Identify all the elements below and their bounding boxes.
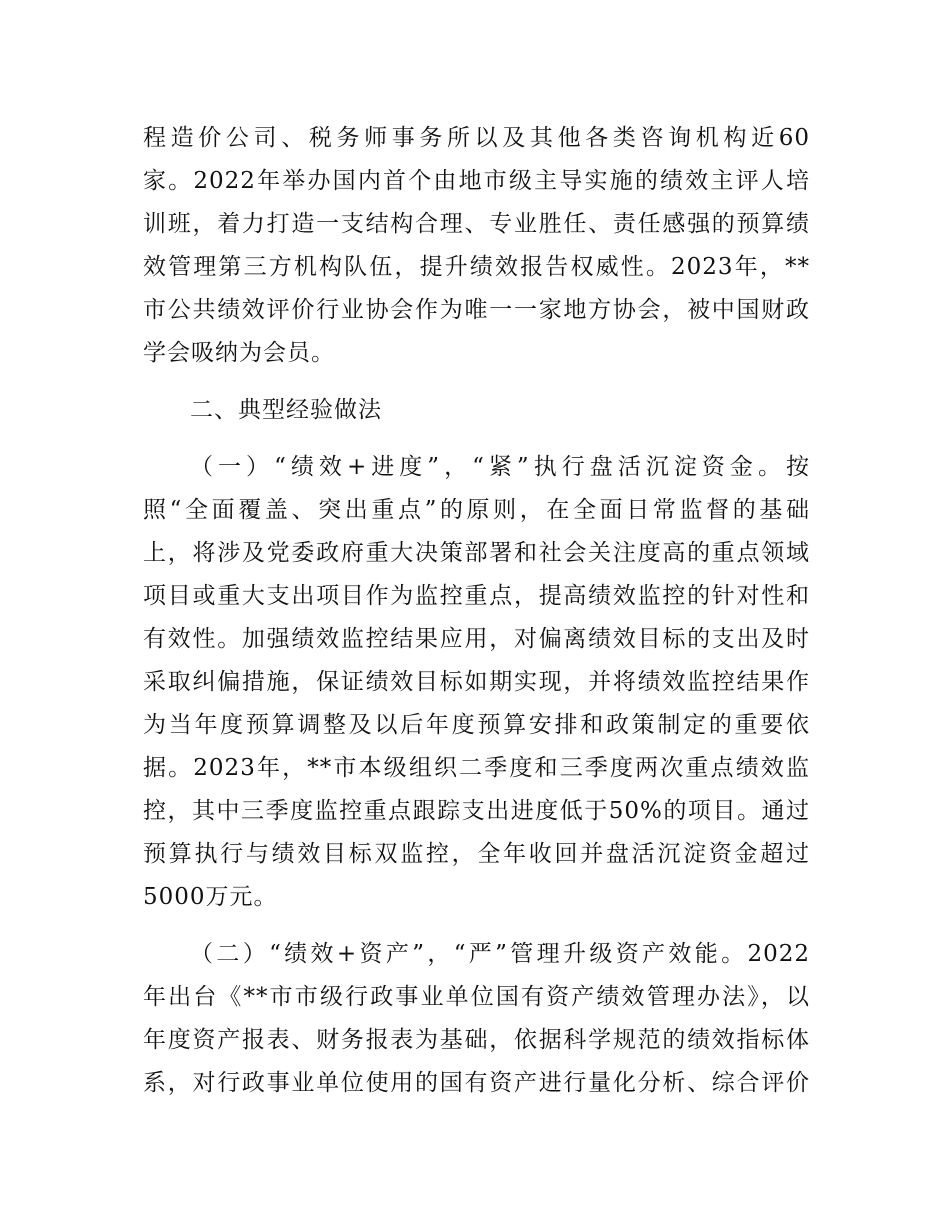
text-line: 学会吸纳为会员。 — [143, 340, 335, 366]
paragraph-heading: （一）“绩效+进度”，“紧”执行盘活沉淀资金。按 — [190, 454, 810, 480]
text-line: 效管理第三方机构队伍，提升绩效报告权威性。2023年，** — [143, 254, 810, 280]
text-line: 上，将涉及党委政府重大决策部署和社会关注度高的重点领域 — [143, 540, 810, 566]
text-line: 据。2023年，**市本级组织二季度和三季度两次重点绩效监 — [143, 755, 810, 781]
text-line: 市公共绩效评价行业协会作为唯一一家地方协会，被中国财政 — [143, 297, 810, 323]
text-line: 项目或重大支出项目作为监控重点，提高绩效监控的针对性和 — [143, 583, 810, 609]
text-line: 照“全面覆盖、突出重点”的原则，在全面日常监督的基础 — [143, 497, 810, 523]
text-line: 预算执行与绩效目标双监控，全年收回并盘活沉淀资金超过 — [143, 841, 810, 867]
text-line: 有效性。加强绩效监控结果应用，对偏离绩效目标的支出及时 — [143, 626, 810, 652]
text-line: 训班，着力打造一支结构合理、专业胜任、责任感强的预算绩 — [143, 211, 810, 237]
text-line: 系，对行政事业单位使用的国有资产进行量化分析、综合评价 — [143, 1070, 810, 1096]
text-line: 采取纠偏措施，保证绩效目标如期实现，并将绩效监控结果作 — [143, 669, 810, 695]
text-line: 年出台《**市市级行政事业单位国有资产绩效管理办法》，以 — [143, 984, 810, 1010]
text-line: 5000万元。 — [143, 884, 278, 910]
text-line: 程造价公司、税务师事务所以及其他各类咨询机构近60 — [143, 125, 810, 151]
text-line: 年度资产报表、财务报表为基础，依据科学规范的绩效指标体 — [143, 1027, 810, 1053]
text-line: 控，其中三季度监控重点跟踪支出进度低于50%的项目。通过 — [143, 798, 810, 824]
section-heading: 二、典型经验做法 — [190, 397, 382, 423]
paragraph-heading: （二）“绩效+资产”，“严”管理升级资产效能。2022 — [190, 941, 810, 967]
text-line: 家。2022年举办国内首个由地市级主导实施的绩效主评人培 — [143, 168, 810, 194]
text-line: 为当年度预算调整及以后年度预算安排和政策制定的重要依 — [143, 712, 810, 738]
